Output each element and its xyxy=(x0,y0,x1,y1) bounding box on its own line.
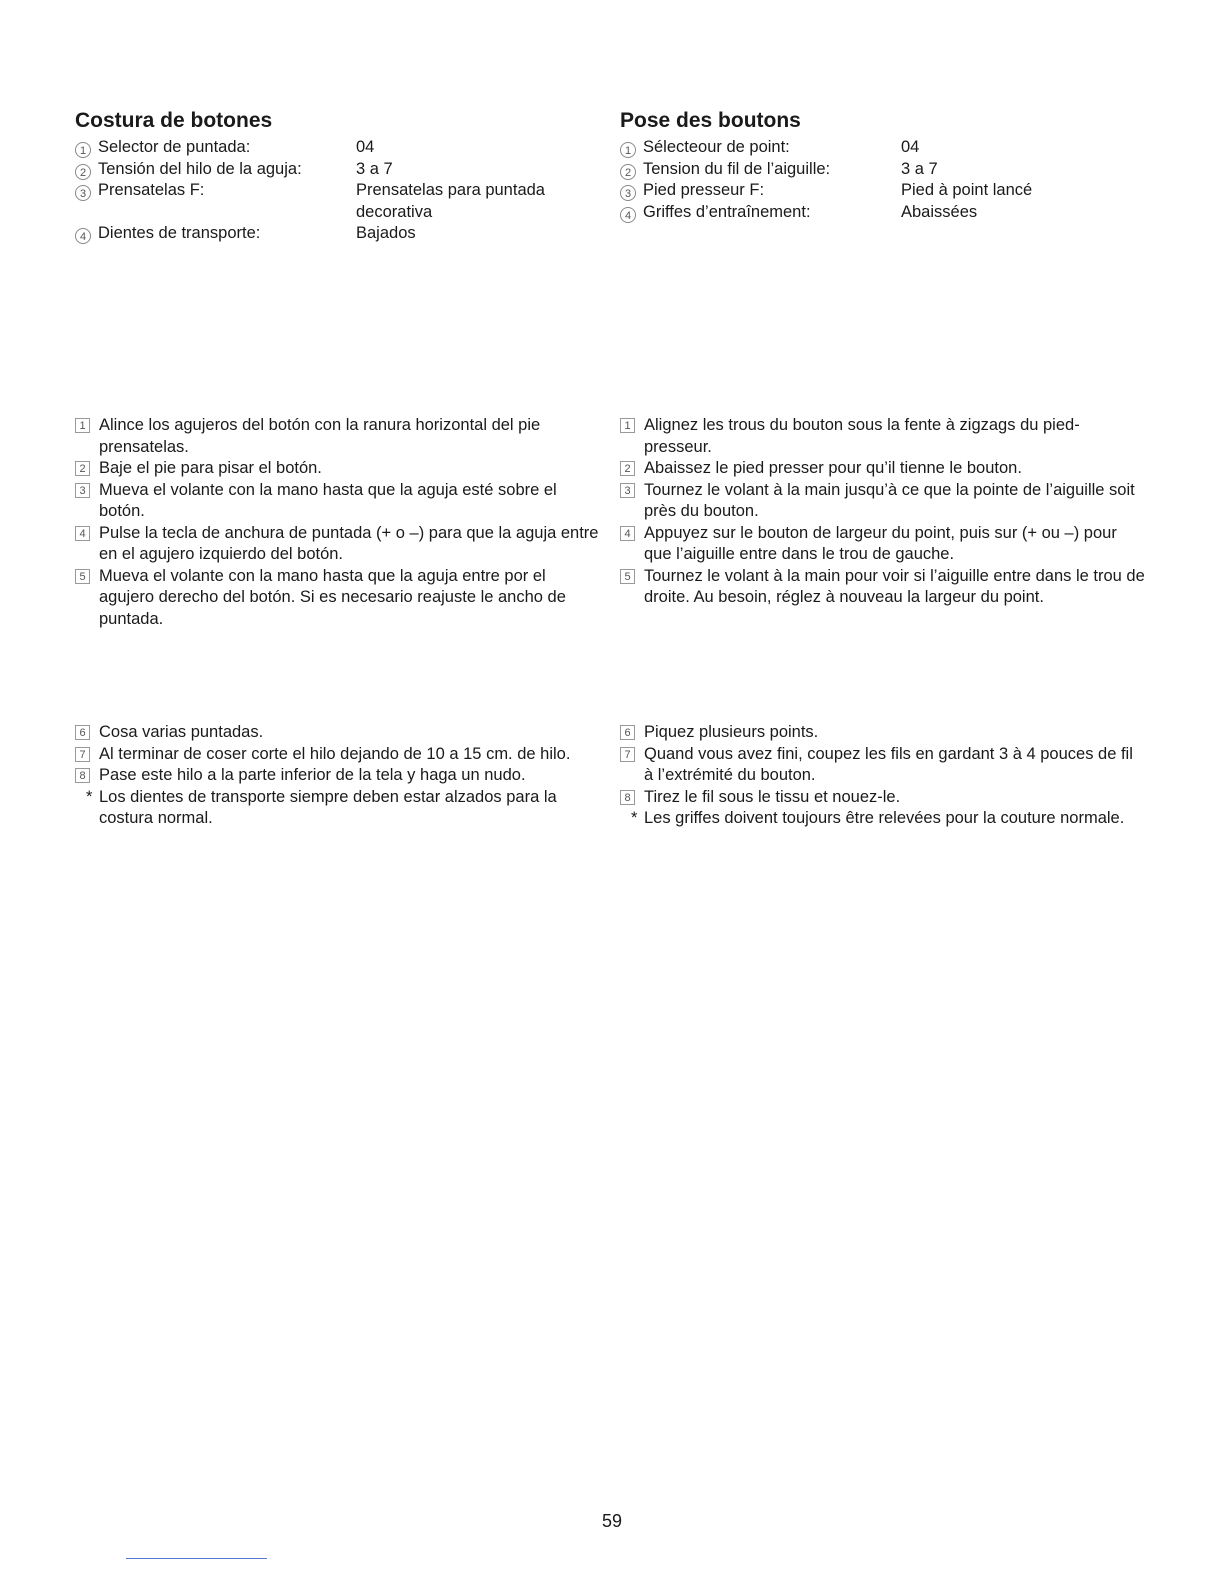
step-text: Cosa varias puntadas. xyxy=(99,723,264,741)
step-text: Quand vous avez fini, coupez les fils en gardant 3 à 4 pouces de fil à l’extrémité du bouton. xyxy=(644,744,1133,784)
note-asterisk: * xyxy=(631,809,638,827)
setting-row xyxy=(75,137,600,159)
setting-label: Prensatelas F: xyxy=(98,181,205,199)
setting-value: 04 xyxy=(901,138,920,156)
step-text: Tournez le volant à la main pour voir si l’aiguille entre dans le trou de droite. Au besoin, réglez à nouveau la largeur du point. xyxy=(644,566,1145,606)
setting-value: Prensatelas para puntada decorativa xyxy=(356,181,545,221)
setting-label: Sélecteour de point: xyxy=(643,138,790,156)
settings-list-fr xyxy=(620,137,1145,223)
setting-row xyxy=(75,180,600,223)
step-number: 2 xyxy=(620,461,635,476)
steps-list-fr-2 xyxy=(620,722,1145,830)
step-item xyxy=(75,415,600,458)
step-number: 7 xyxy=(75,747,90,762)
step-text: Mueva el volante con la mano hasta que la aguja entre por el agujero derecho del botón. Si es necesario reajuste le ancho de puntada. xyxy=(99,566,566,628)
step-item xyxy=(620,415,1145,458)
setting-value: 04 xyxy=(356,138,375,156)
steps-list-fr-1 xyxy=(620,415,1145,609)
step-item xyxy=(75,744,600,766)
step-item xyxy=(620,523,1145,566)
circled-number: 4 xyxy=(620,207,636,223)
note-item xyxy=(75,787,600,830)
setting-label: Selector de puntada: xyxy=(98,138,251,156)
setting-row xyxy=(620,137,1145,159)
step-number: 4 xyxy=(620,526,635,541)
step-number: 5 xyxy=(620,569,635,584)
step-item xyxy=(620,722,1145,744)
step-text: Abaissez le pied presser pour qu’il tienne le bouton. xyxy=(644,459,1022,477)
step-text: Tirez le fil sous le tissu et nouez-le. xyxy=(644,787,901,806)
step-item xyxy=(75,458,600,480)
step-text: Pase este hilo a la parte inferior de la tela y haga un nudo. xyxy=(99,766,526,784)
step-number: 6 xyxy=(75,725,90,740)
step-item xyxy=(620,566,1145,609)
step-item xyxy=(620,458,1145,480)
steps-list-es-1 xyxy=(75,415,600,630)
step-text: Baje el pie para pisar el botón. xyxy=(99,459,322,477)
step-item xyxy=(75,566,600,631)
circled-number: 4 xyxy=(75,228,91,244)
step-number: 3 xyxy=(75,483,90,498)
step-item xyxy=(620,480,1145,523)
step-text: Tournez le volant à la main jusqu’à ce que la pointe de l’aiguille soit près du bouton. xyxy=(644,480,1135,520)
setting-value: Abaissées xyxy=(901,202,978,221)
step-text: Piquez plusieurs points. xyxy=(644,723,819,741)
step-item xyxy=(75,523,600,566)
setting-row xyxy=(620,180,1145,202)
circled-number: 2 xyxy=(620,164,636,180)
step-text: Pulse la tecla de anchura de puntada (+ o –) para que la aguja entre en el agujero izquierdo del botón. xyxy=(99,523,599,563)
setting-value: 3 a 7 xyxy=(356,159,393,178)
setting-row xyxy=(75,159,600,181)
note-item xyxy=(620,808,1145,830)
step-number: 8 xyxy=(620,790,635,805)
setting-value: Pied à point lancé xyxy=(901,181,1033,199)
setting-value: 3 a 7 xyxy=(901,159,938,178)
step-number: 1 xyxy=(75,418,90,433)
circled-number: 3 xyxy=(75,185,91,201)
step-text: Alignez les trous du bouton sous la fente à zigzags du pied-presseur. xyxy=(644,416,1080,456)
setting-label: Dientes de transporte: xyxy=(98,224,261,242)
circled-number: 1 xyxy=(75,142,91,158)
step-item xyxy=(620,744,1145,787)
step-text: Mueva el volante con la mano hasta que la aguja esté sobre el botón. xyxy=(99,480,557,520)
step-item xyxy=(620,787,1145,809)
step-number: 7 xyxy=(620,747,635,762)
circled-number: 1 xyxy=(620,142,636,158)
note-asterisk: * xyxy=(86,787,93,806)
step-number: 4 xyxy=(75,526,90,541)
note-text: Les griffes doivent toujours être relevées pour la couture normale. xyxy=(644,809,1125,827)
setting-label: Griffes d’entraînement: xyxy=(643,202,811,221)
setting-label: Tension du fil de l’aiguille: xyxy=(643,159,831,178)
setting-row xyxy=(620,202,1145,224)
setting-row xyxy=(620,159,1145,181)
step-number: 6 xyxy=(620,725,635,740)
step-text: Al terminar de coser corte el hilo dejando de 10 a 15 cm. de hilo. xyxy=(99,744,571,763)
setting-label: Pied presseur F: xyxy=(643,181,765,199)
setting-label: Tensión del hilo de la aguja: xyxy=(98,159,302,178)
step-number: 5 xyxy=(75,569,90,584)
step-item xyxy=(75,722,600,744)
step-item xyxy=(75,765,600,787)
steps-list-es-2 xyxy=(75,722,600,830)
step-text: Appuyez sur le bouton de largeur du point, puis sur (+ ou –) pour que l’aiguille entre dans le trou de gauche. xyxy=(644,523,1117,563)
step-number: 1 xyxy=(620,418,635,433)
note-text: Los dientes de transporte siempre deben estar alzados para la costura normal. xyxy=(99,787,557,827)
page-number: 59 xyxy=(601,1511,623,1531)
section-title-es: Costura de botones xyxy=(75,109,273,132)
setting-row xyxy=(75,223,600,245)
circled-number: 2 xyxy=(75,164,91,180)
step-text: Alince los agujeros del botón con la ranura horizontal del pie prensatelas. xyxy=(99,416,541,456)
step-number: 8 xyxy=(75,768,90,783)
step-number: 2 xyxy=(75,461,90,476)
step-item xyxy=(75,480,600,523)
settings-list-es xyxy=(75,137,600,245)
footer-rule xyxy=(126,1558,267,1559)
setting-value: Bajados xyxy=(356,224,416,242)
circled-number: 3 xyxy=(620,185,636,201)
section-title-fr: Pose des boutons xyxy=(620,109,801,132)
step-number: 3 xyxy=(620,483,635,498)
